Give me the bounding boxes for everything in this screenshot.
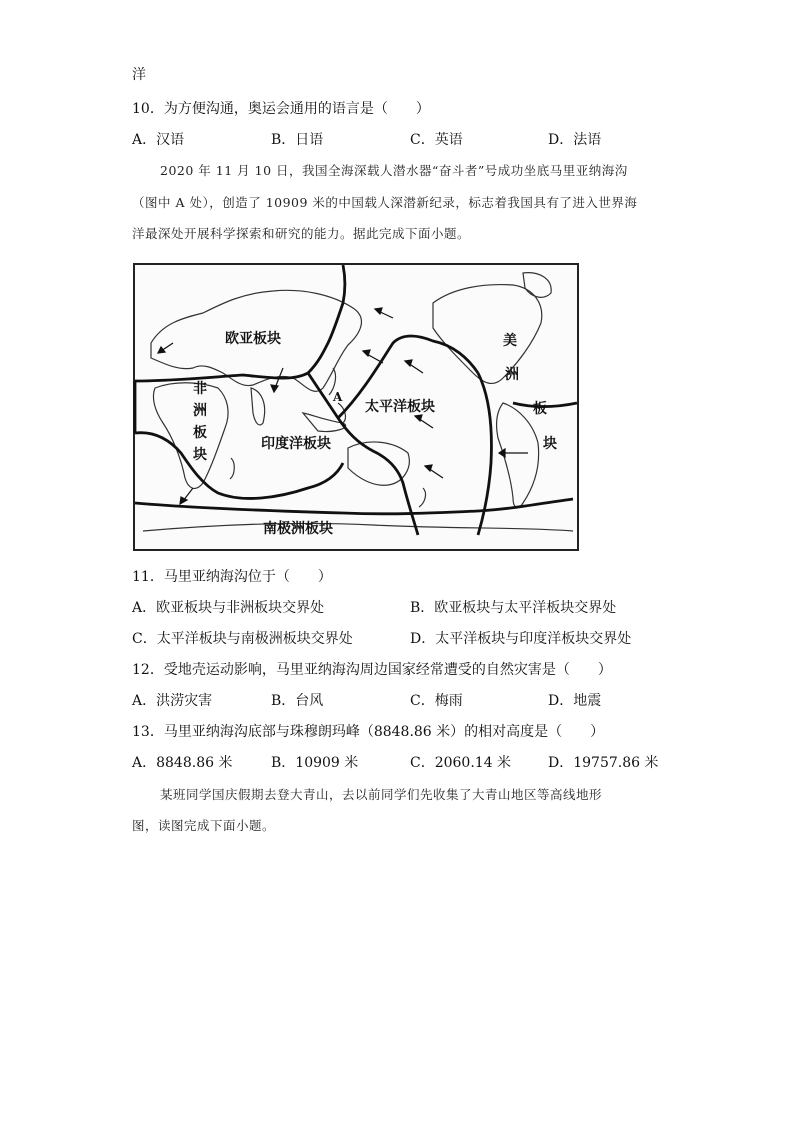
label-antarctic-plate: 南极洲板块 [263, 521, 333, 537]
question-10-option-c: C．英语 [410, 132, 463, 148]
question-13-stem: 13．马里亚纳海沟底部与珠穆朗玛峰（8848.86 米）的相对高度是（ ） [132, 724, 605, 740]
question-13-option-b: B．10909 米 [271, 755, 359, 771]
label-american-plate-1: 美 [503, 333, 517, 349]
label-african-plate-4: 块 [193, 447, 207, 463]
label-american-plate-3: 板 [533, 401, 547, 417]
label-american-plate-4: 块 [543, 436, 557, 452]
question-11-option-a: A．欧亚板块与非洲板块交界处 [132, 600, 325, 616]
question-11-option-d: D．太平洋板块与印度洋板块交界处 [410, 631, 632, 647]
label-american-plate-2: 洲 [505, 367, 519, 383]
label-pacific-plate: 太平洋板块 [365, 399, 435, 415]
question-10-option-b: B．日语 [271, 132, 324, 148]
question-11-stem: 11．马里亚纳海沟位于（ ） [132, 569, 332, 585]
question-11-option-c: C．太平洋板块与南极洲板块交界处 [132, 631, 353, 647]
question-12-option-d: D．地震 [548, 693, 602, 709]
question-10-option-a: A．汉语 [132, 132, 185, 148]
label-point-a: A [333, 390, 343, 404]
question-13-option-c: C．2060.14 米 [410, 755, 512, 771]
text-fragment: 洋 [132, 67, 146, 83]
question-12-option-b: B．台风 [271, 693, 324, 709]
question-13-option-d: D．19757.86 米 [548, 755, 659, 771]
question-13-option-a: A．8848.86 米 [132, 755, 233, 771]
label-indian-plate: 印度洋板块 [261, 436, 331, 452]
question-12-option-a: A．洪涝灾害 [132, 693, 213, 709]
plate-map-svg [133, 263, 579, 551]
passage-2-line-1: 某班同学国庆假期去登大青山，去以前同学们先收集了大青山地区等高线地形 [160, 787, 603, 802]
label-african-plate-3: 板 [193, 425, 207, 441]
label-eurasian-plate: 欧亚板块 [225, 331, 281, 347]
passage-2-line-2: 图，读图完成下面小题。 [132, 818, 276, 833]
question-11-option-b: B．欧亚板块与太平洋板块交界处 [410, 600, 617, 616]
label-african-plate-2: 洲 [193, 403, 207, 419]
passage-1-line-2: （图中 A 处），创造了 10909 米的中国载人深潜新纪录，标志着我国具有了进入世界海 [132, 195, 638, 210]
question-10-stem: 10．为方便沟通，奥运会通用的语言是（ ） [132, 101, 430, 117]
passage-1-line-1: 2020 年 11 月 10 日，我国全海深载人潜水器“奋斗者”号成功坐底马里亚纳海沟 [160, 163, 628, 178]
question-10-option-d: D．法语 [548, 132, 602, 148]
question-12-stem: 12．受地壳运动影响，马里亚纳海沟周边国家经常遭受的自然灾害是（ ） [132, 662, 612, 678]
question-12-option-c: C．梅雨 [410, 693, 463, 709]
label-african-plate-1: 非 [193, 381, 207, 397]
passage-1-line-3: 洋最深处开展科学探索和研究的能力。据此完成下面小题。 [132, 226, 471, 241]
plate-map-figure [133, 263, 579, 551]
